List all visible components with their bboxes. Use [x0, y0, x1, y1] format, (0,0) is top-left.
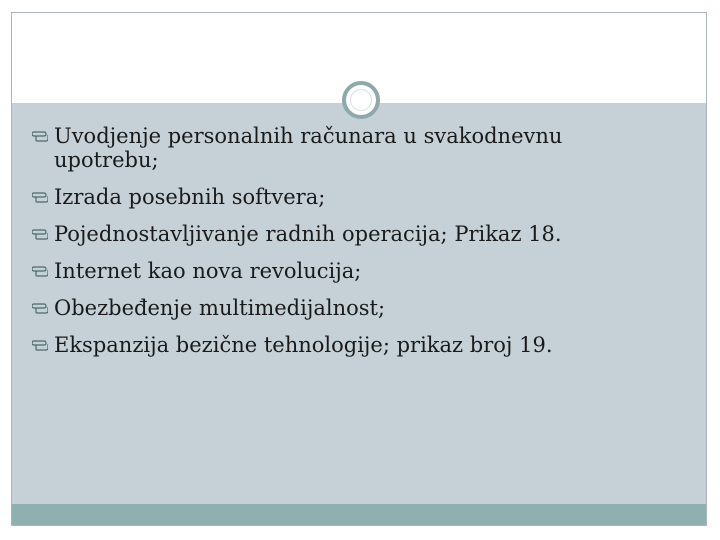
ring-center	[350, 89, 372, 111]
bullet-list	[32, 124, 652, 370]
bullet-text: Ekspanzija bezične tehnologije; prikaz broj 19.	[54, 333, 553, 357]
bullet-text: Uvodjenje personalnih računara u svakodnevnu upotrebu;	[54, 124, 563, 172]
list-item	[32, 333, 652, 357]
bullet-text: Izrada posebnih softvera;	[54, 185, 326, 209]
bullet-text: Obezbeđenje multimedijalnost;	[54, 296, 386, 320]
scroll-bullet-icon	[32, 302, 48, 314]
bullet-text: Internet kao nova revolucija;	[54, 259, 362, 283]
scroll-bullet-icon	[32, 265, 48, 277]
scroll-bullet-icon	[32, 130, 48, 142]
list-item	[32, 222, 652, 246]
scroll-bullet-icon	[32, 228, 48, 240]
list-item	[32, 124, 652, 172]
list-item	[32, 296, 652, 320]
list-item	[32, 185, 652, 209]
bullet-text: Pojednostavljivanje radnih operacija; Prikaz 18.	[54, 222, 562, 246]
scroll-bullet-icon	[32, 339, 48, 351]
footer-band	[12, 504, 706, 525]
scroll-bullet-icon	[32, 191, 48, 203]
list-item	[32, 259, 652, 283]
decorative-ring-icon	[342, 81, 380, 119]
